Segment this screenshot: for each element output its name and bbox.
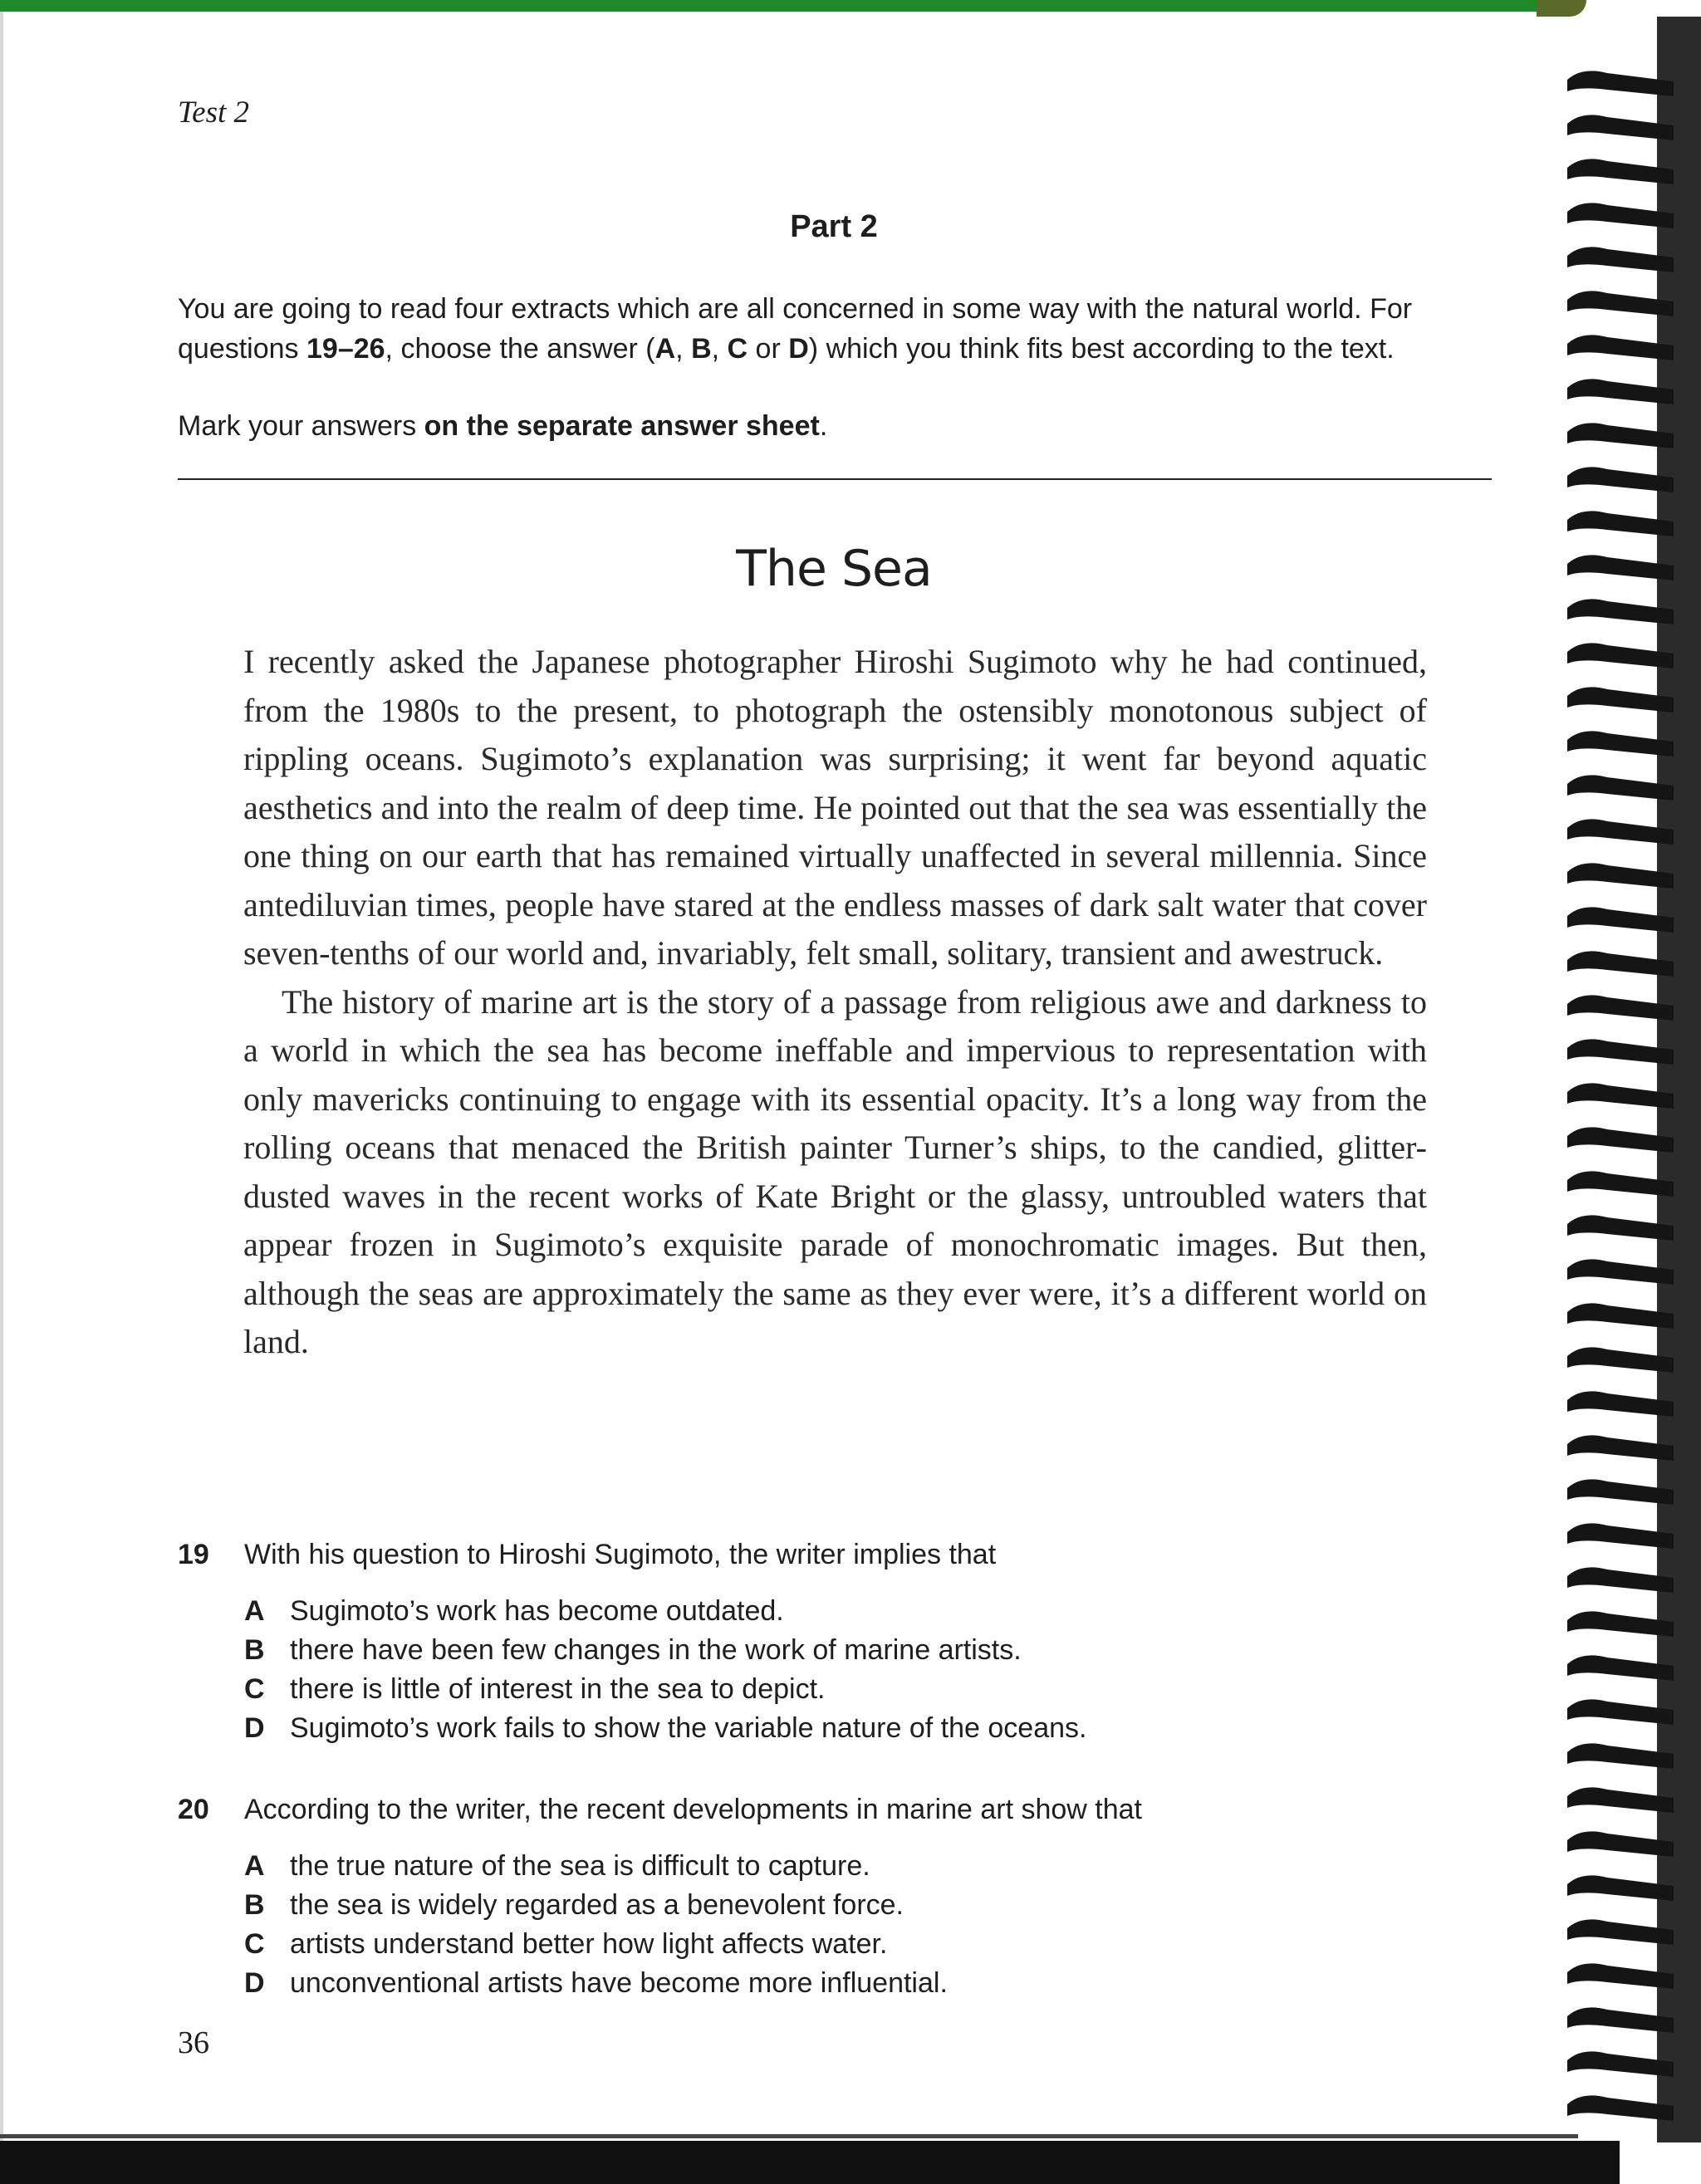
top-green-edge-tip bbox=[1537, 0, 1586, 17]
option-c bbox=[244, 1673, 1086, 1712]
instr-text: , bbox=[711, 333, 728, 365]
letter-a: A bbox=[654, 333, 676, 365]
instr-text: Mark your answers bbox=[178, 410, 424, 442]
instructions bbox=[178, 289, 1498, 369]
option-letter: A bbox=[244, 1850, 265, 1882]
option-letter: D bbox=[244, 1967, 265, 1999]
question-options bbox=[244, 1595, 1086, 1751]
question-options bbox=[244, 1850, 948, 2006]
option-text: the true nature of the sea is difficult to capture. bbox=[290, 1850, 870, 1882]
option-text: Sugimoto’s work fails to show the variable nature of the oceans. bbox=[290, 1712, 1087, 1744]
option-letter: A bbox=[244, 1595, 265, 1627]
question-stem: With his question to Hiroshi Sugimoto, the writer implies that bbox=[244, 1539, 997, 1570]
option-letter: B bbox=[244, 1634, 265, 1666]
divider-rule bbox=[178, 478, 1492, 480]
page-bottom-edge bbox=[0, 2134, 1578, 2138]
question-stem: According to the writer, the recent developments in marine art show that bbox=[244, 1794, 1142, 1825]
option-a bbox=[244, 1850, 948, 1889]
test-header: Test 2 bbox=[178, 95, 250, 130]
instr-text: questions bbox=[178, 333, 306, 365]
option-text: there is little of interest in the sea to depict. bbox=[290, 1673, 826, 1705]
answer-sheet-emphasis: on the separate answer sheet bbox=[424, 410, 820, 442]
instr-text: . bbox=[819, 410, 828, 442]
letter-b: B bbox=[691, 333, 712, 365]
option-b bbox=[244, 1634, 1086, 1673]
option-text: artists understand better how light affects water. bbox=[290, 1928, 888, 1960]
answer-sheet-instruction bbox=[178, 410, 827, 443]
option-text: Sugimoto’s work has become outdated. bbox=[290, 1595, 784, 1627]
option-letter: B bbox=[244, 1889, 265, 1921]
top-green-edge bbox=[0, 0, 1561, 12]
page-number: 36 bbox=[178, 2025, 209, 2060]
part-title: Part 2 bbox=[790, 209, 878, 244]
option-text: there have been few changes in the work of marine artists. bbox=[290, 1634, 1022, 1666]
option-text: unconventional artists have become more influential. bbox=[290, 1967, 948, 1999]
option-d bbox=[244, 1967, 948, 2006]
binding-shadow bbox=[1657, 17, 1701, 2142]
article-body bbox=[243, 638, 1427, 1367]
question-number: 20 bbox=[178, 1794, 209, 1825]
page-left-edge bbox=[0, 12, 3, 2146]
option-a bbox=[244, 1595, 1086, 1634]
page-bottom-shadow bbox=[0, 2141, 1620, 2184]
instr-text: or bbox=[748, 333, 789, 365]
letter-c: C bbox=[727, 333, 748, 365]
article-title: The Sea bbox=[736, 540, 932, 598]
question-number: 19 bbox=[178, 1539, 209, 1570]
question-range: 19–26 bbox=[306, 333, 385, 365]
letter-d: D bbox=[788, 333, 809, 365]
option-text: the sea is widely regarded as a benevolent force. bbox=[290, 1889, 904, 1921]
option-letter: C bbox=[244, 1928, 265, 1960]
spiral-binding bbox=[1549, 17, 1701, 2142]
option-c bbox=[244, 1928, 948, 1967]
instr-text: ) which you think fits best according to the text. bbox=[808, 333, 1395, 365]
instr-text: , bbox=[675, 333, 692, 365]
option-letter: D bbox=[244, 1712, 265, 1744]
article-paragraph-1: I recently asked the Japanese photographer Hiroshi Sugimoto why he had continued, from the 1980s to the present, to photograph the ostensibly monotonous subject of rippling oceans. Sugimoto’s explanation was surprising; it went far beyond aquatic aesthetics and into the realm of deep time. He pointed out that the sea was essentially the one thing on our earth that has remained virtually unaffected in several millennia. Since antediluvian times, people have stared at the endless masses of dark salt water that cover seven-tenths of our world and, invariably, felt small, solitary, transient and awestruck. bbox=[243, 643, 1427, 972]
instr-text: , choose the answer ( bbox=[385, 333, 655, 365]
option-d bbox=[244, 1712, 1086, 1751]
option-b bbox=[244, 1889, 948, 1928]
instructions-line-1: You are going to read four extracts which are all concerned in some way with the natural world. For bbox=[178, 293, 1413, 325]
article-paragraph-2: The history of marine art is the story of a passage from religious awe and darkness to a world in which the sea has become ineffable and impervious to representation with only mavericks continuing to engage with its essential opacity. It’s a long way from the rolling oceans that menaced the British painter Turner’s ships, to the candied, glitter-dusted waves in the recent works of Kate Bright or the glassy, untroubled waters that appear frozen in Sugimoto’s exquisite parade of monochromatic images. But then, although the seas are approximately the same as they ever were, it’s a different world on land. bbox=[243, 982, 1427, 1360]
instructions-line-2 bbox=[178, 329, 1498, 369]
option-letter: C bbox=[244, 1673, 265, 1705]
